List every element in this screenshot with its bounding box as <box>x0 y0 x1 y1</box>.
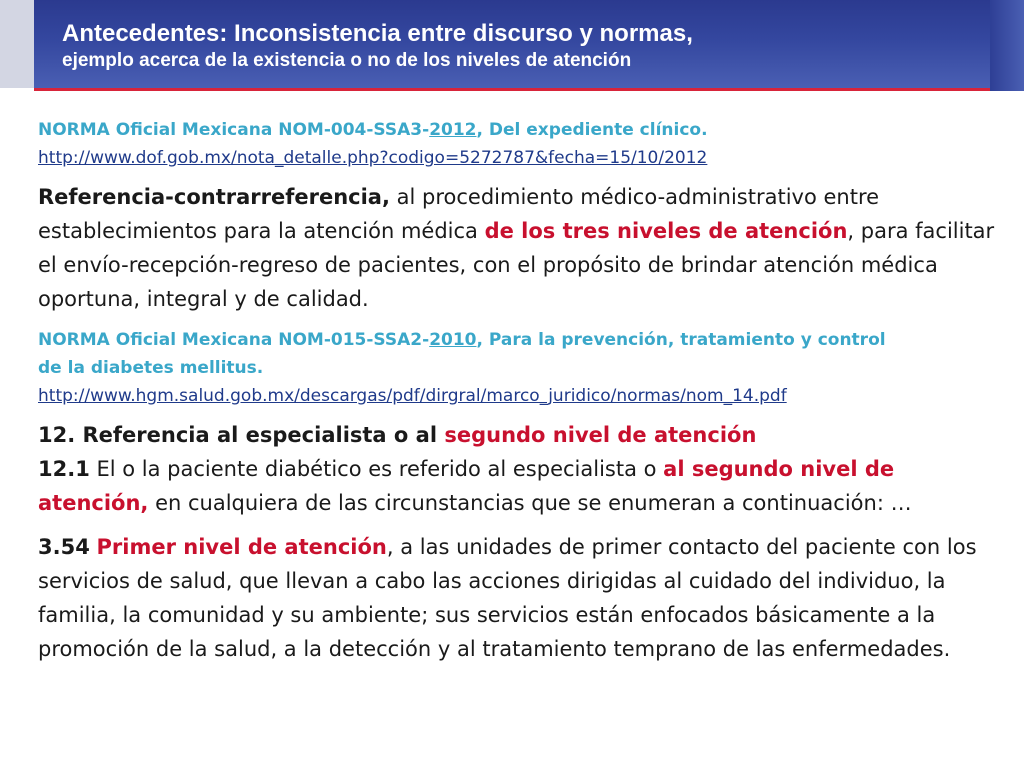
section-12-1-text-b: en cualquiera de las circunstancias que se enumeran a continuación: … <box>148 491 912 515</box>
section-12-heading-highlight: segundo nivel de atención <box>444 423 757 447</box>
referencia-highlight: de los tres niveles de atención <box>484 219 848 243</box>
referencia-text-a: al procedimiento médico-administrativo entre establecimientos para la atención médica <box>38 185 880 243</box>
section-12-1-highlight: al segundo nivel de atención, <box>38 457 895 515</box>
norma-2-title-line2 <box>38 354 998 382</box>
norma-2-label-rest: , Para la prevención, tratamiento y control <box>476 330 886 350</box>
referencia-term: Referencia-contrarreferencia, <box>38 185 390 209</box>
norma-2-label: NORMA Oficial Mexicana NOM-015-SSA2- <box>38 330 430 350</box>
header-edge <box>990 0 1024 91</box>
paragraph-referencia <box>38 180 998 316</box>
section-12-1 <box>38 452 998 520</box>
norma-1-label-rest: , Del expediente clínico. <box>476 120 708 140</box>
norma-1-url-line <box>38 144 998 172</box>
header-red-rule <box>34 88 990 91</box>
norma-1-label: NORMA Oficial Mexicana NOM-004-SSA3- <box>38 120 430 140</box>
norma-2-url-line <box>38 382 998 410</box>
norma-1-url-link[interactable]: http://www.dof.gob.mx/nota_detalle.php?codigo=5272787&fecha=15/10/2012 <box>38 148 708 168</box>
norma-2-year: 2010 <box>429 330 477 350</box>
section-12-1-text-a: El o la paciente diabético es referido al especialista o <box>89 457 664 481</box>
section-3-54-text: , a las unidades de primer contacto del paciente con los servicios de salud, que llevan a cabo las acciones dirigidas al cuidado del individuo, la familia, la comunidad y su ambiente; sus servicios están enfocados básicamente a la promoción de la salud, a la detección y al tratamiento temprano de las enfermedades. <box>38 535 977 661</box>
section-12-heading <box>38 418 998 452</box>
slide-title: Antecedentes: Inconsistencia entre discurso y normas, <box>62 20 693 47</box>
norma-1-year: 2012 <box>429 120 477 140</box>
norma-2-title <box>38 326 998 354</box>
norma-1-title <box>38 116 998 144</box>
section-12-heading-text: 12. Referencia al especialista o al <box>38 423 445 447</box>
section-12-1-number: 12.1 <box>38 457 90 481</box>
norma-2-url-link[interactable]: http://www.hgm.salud.gob.mx/descargas/pdf/dirgral/marco_juridico/normas/nom_14.pdf <box>38 386 787 406</box>
section-3-54-number: 3.54 <box>38 535 90 559</box>
slide-subtitle: ejemplo acerca de la existencia o no de los niveles de atención <box>62 50 632 71</box>
section-3-54 <box>38 530 998 666</box>
section-3-54-highlight: Primer nivel de atención <box>96 535 387 559</box>
slide-body <box>38 116 998 666</box>
referencia-text-b: , para facilitar el envío-recepción-regreso de pacientes, con el propósito de brindar atención médica oportuna, integral y de calidad. <box>38 219 995 311</box>
norma-2-label-line2: de la diabetes mellitus. <box>38 358 264 378</box>
